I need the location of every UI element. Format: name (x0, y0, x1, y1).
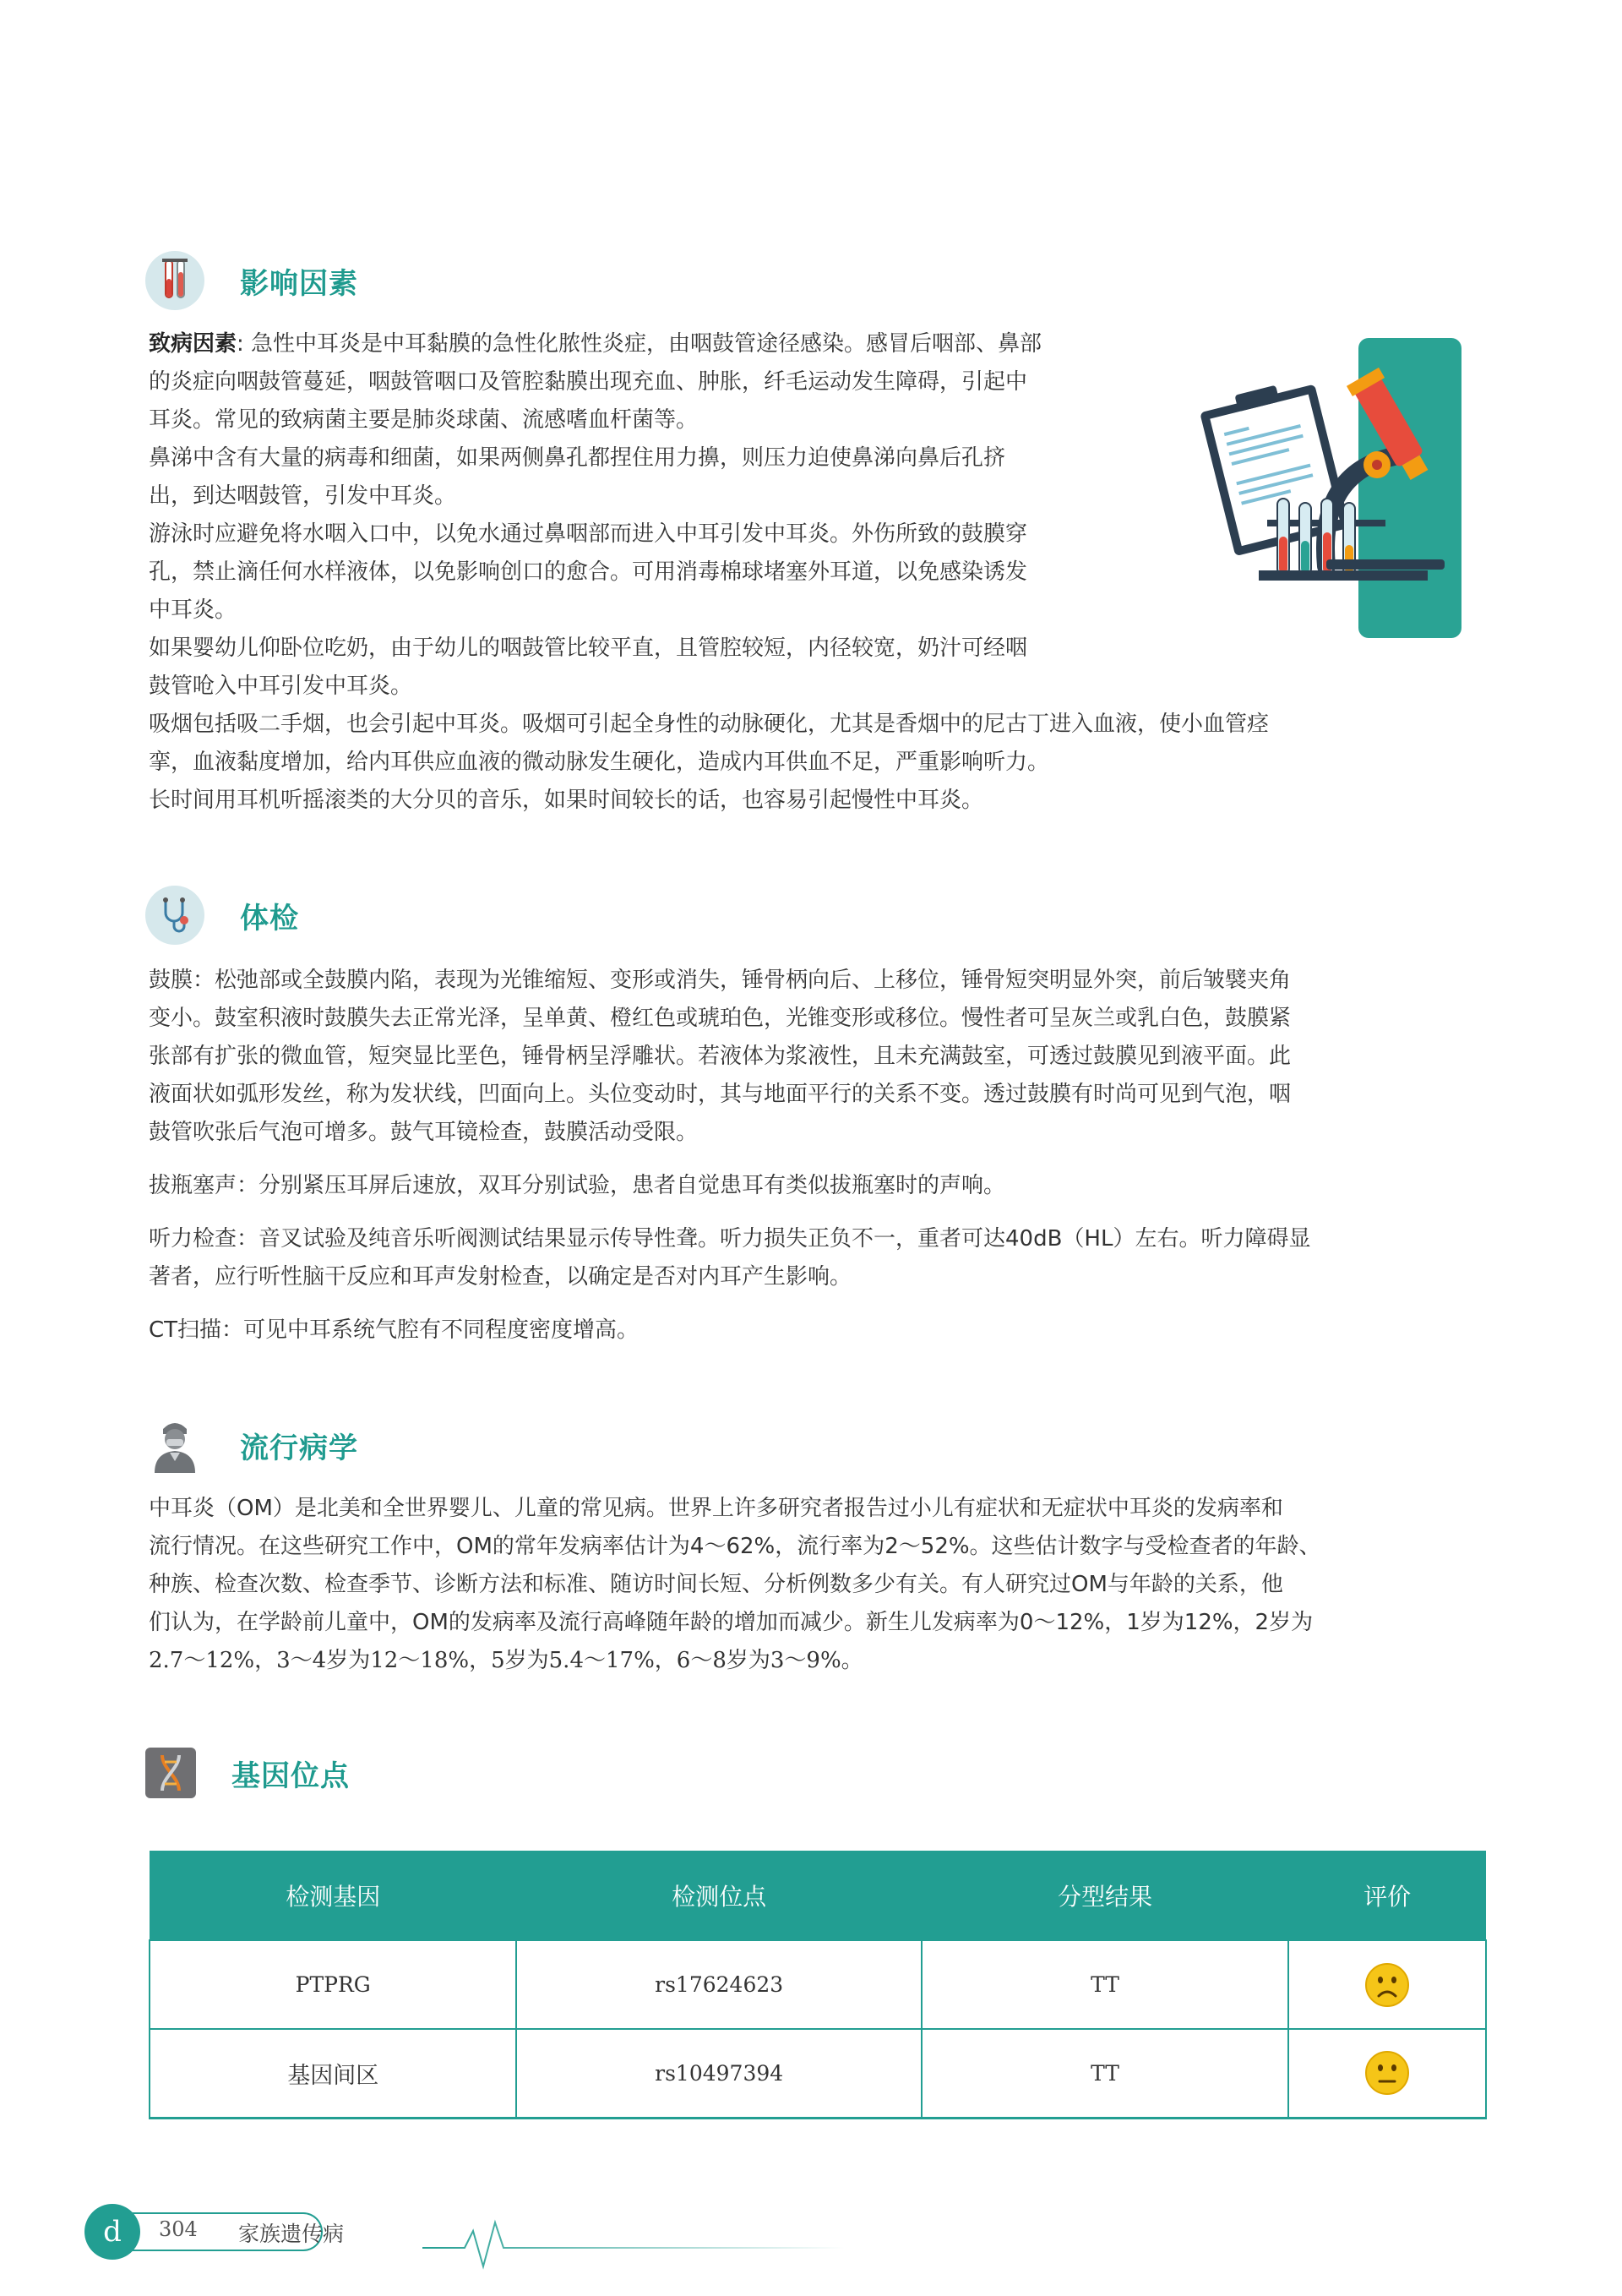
factors-line-3: 耳炎。常见的致病菌主要是肺炎球菌、流感嗜血杆菌等。 (149, 407, 699, 433)
stethoscope-icon (145, 886, 204, 945)
factors-line-13: 长时间用耳机听摇滚类的大分贝的音乐，如果时间较长的话，也容易引起慢性中耳炎。 (149, 788, 984, 813)
epi-line-1: 中耳炎（OM）是北美和全世界婴儿、儿童的常见病。世界上许多研究者报告过小儿有症状和无症状中耳炎的发病率和 (149, 1496, 1283, 1521)
factors-text (149, 325, 1270, 820)
row1-site: rs17624623 (516, 1940, 921, 2029)
exam-p2: 拔瓶塞声：分别紧压耳屏后速放，双耳分别试验，患者自觉患耳有类似拔瓶塞时的声响。 (149, 1173, 1006, 1198)
header-rating: 评价 (1288, 1851, 1486, 1940)
section-header-exam (145, 881, 299, 949)
heartbeat-line-icon (321, 2197, 845, 2273)
row2-gene: 基因间区 (150, 2029, 516, 2118)
exam-p1-line-4: 液面状如弧形发丝，称为发状线，凹面向上。头位变动时，其与地面平行的关系不变。透过鼓膜有时尚可见到气泡，咽 (149, 1082, 1292, 1107)
exam-text (149, 962, 1517, 1350)
section-header-gene (145, 1739, 350, 1807)
table-header-row (150, 1851, 1486, 1940)
factors-line-10: 鼓管呛入中耳引发中耳炎。 (149, 674, 413, 699)
test-tube-icon (145, 251, 204, 310)
section-title-factors: 影响因素 (240, 266, 358, 301)
exam-p3-line-1: 听力检查：音叉试验及纯音乐听阀测试结果显示传导性聋。听力损失正负不一，重者可达40dB（HL）左右。听力障碍显 (149, 1226, 1311, 1252)
header-type: 分型结果 (922, 1851, 1288, 1940)
section-title-epidemiology: 流行病学 (240, 1431, 358, 1465)
factors-line-8: 中耳炎。 (149, 597, 237, 623)
section-header-epidemiology (145, 1411, 358, 1479)
page-footer (84, 2197, 845, 2273)
header-gene: 检测基因 (150, 1851, 516, 1940)
row2-site: rs10497394 (516, 2029, 921, 2118)
factors-line-5: 出，到达咽鼓管，引发中耳炎。 (149, 483, 457, 509)
factors-line-9: 如果婴幼儿仰卧位吃奶，由于幼儿的咽鼓管比较平直，且管腔较短，内径较宽，奶汁可经咽 (149, 635, 1028, 661)
factors-lead: 致病因素 (149, 331, 237, 357)
section-title-gene: 基因位点 (231, 1759, 350, 1793)
epidemiology-text (149, 1490, 1517, 1680)
factors-line-4: 鼻涕中含有大量的病毒和细菌，如果两侧鼻孔都捏住用力擤，则压力迫使鼻涕向鼻后孔挤 (149, 445, 1006, 471)
header-site: 检测位点 (516, 1851, 921, 1940)
epi-line-3: 种族、检查次数、检查季节、诊断方法和标准、随访时间长短、分析例数多少有关。有人研究过OM与年龄的关系，他 (149, 1572, 1283, 1597)
dna-icon (145, 1748, 196, 1798)
row2-type: TT (922, 2029, 1288, 2118)
factors-line-6: 游泳时应避免将水咽入口中，以免水通过鼻咽部而进入中耳引发中耳炎。外伤所致的鼓膜穿 (149, 521, 1028, 547)
exam-p3-line-2: 著者，应行听性脑干反应和耳声发射检查，以确定是否对内耳产生影响。 (149, 1264, 852, 1290)
epi-line-5: 2.7～12%，3～4岁为12～18%，5岁为5.4～17%，6～8岁为3～9%。 (149, 1648, 863, 1673)
footer-letter: d (84, 2204, 140, 2260)
page-number: 304 (159, 2217, 198, 2241)
factors-line-7: 孔，禁止滴任何水样液体，以免影响创口的愈合。可用消毒棉球堵塞外耳道，以免感染诱发 (149, 559, 1028, 585)
row2-rating (1288, 2029, 1486, 2118)
epi-line-2: 流行情况。在这些研究工作中，OM的常年发病率估计为4～62%，流行率为2～52%。这些估计数字与受检查者的年龄、 (149, 1534, 1321, 1559)
exam-p1-line-2: 变小。鼓室积液时鼓膜失去正常光泽，呈单黄、橙红色或琥珀色，光锥变形或移位。慢性者可呈灰兰或乳白色，鼓膜紧 (149, 1006, 1292, 1031)
row1-type: TT (922, 1940, 1288, 2029)
sad-face-icon (1364, 1962, 1410, 2008)
row1-rating (1288, 1940, 1486, 2029)
section-title-exam: 体检 (240, 901, 299, 935)
factors-line-1: 致病因素: 急性中耳炎是中耳黏膜的急性化脓性炎症，由咽鼓管途径感染。感冒后咽部、鼻部 (149, 331, 1042, 357)
gene-table (149, 1851, 1487, 2119)
epi-line-4: 们认为，在学龄前儿童中，OM的发病率及流行高峰随年龄的增加而减少。新生儿发病率为0～12%，1岁为12%，2岁为 (149, 1610, 1314, 1635)
section-header-factors (145, 247, 358, 314)
doctor-icon (145, 1415, 204, 1475)
exam-p1-line-3: 张部有扩张的微血管，短突显比垩色，锤骨柄呈浮雕状。若液体为浆液性，且未充满鼓室，可透过鼓膜见到液平面。此 (149, 1044, 1292, 1069)
table-row (150, 1940, 1486, 2029)
factors-line-11: 吸烟包括吸二手烟，也会引起中耳炎。吸烟可引起全身性的动脉硬化，尤其是香烟中的尼古丁进入血液，使小血管痉 (149, 712, 1270, 737)
factors-line-12: 挛，血液黏度增加，给内耳供应血液的微动脉发生硬化，造成内耳供血不足，严重影响听力。 (149, 750, 1050, 775)
factors-line-2: 的炎症向咽鼓管蔓延，咽鼓管咽口及管腔黏膜出现充血、肿胀，纤毛运动发生障碍，引起中 (149, 369, 1028, 395)
exam-p1-line-1: 鼓膜：松弛部或全鼓膜内陷，表现为光锥缩短、变形或消失，锤骨柄向后、上移位，锤骨短突明显外突，前后皱襞夹角 (149, 968, 1292, 993)
row1-gene: PTPRG (150, 1940, 516, 2029)
microscope-illustration (1200, 338, 1478, 642)
exam-p4: CT扫描：可见中耳系统气腔有不同程度密度增高。 (149, 1317, 640, 1343)
neutral-face-icon (1364, 2050, 1410, 2096)
exam-p1-line-5: 鼓管吹张后气泡可增多。鼓气耳镜检查，鼓膜活动受限。 (149, 1120, 699, 1145)
footer-label: 家族遗传病 (238, 2222, 345, 2246)
table-row (150, 2029, 1486, 2118)
